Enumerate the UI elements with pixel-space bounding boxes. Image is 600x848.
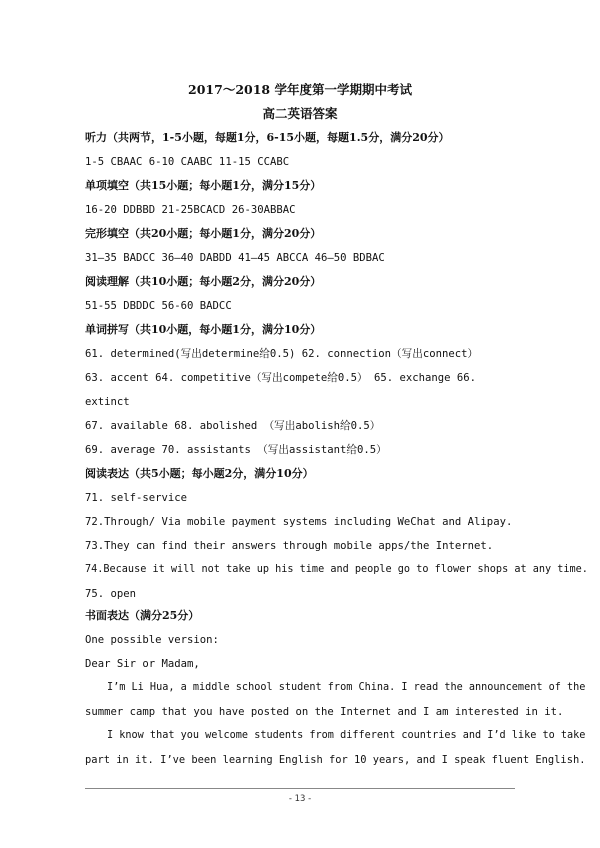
page-number: - 13 - (288, 794, 312, 804)
section-heading-reading: 阅读理解（共10小题；每小题2分，满分20分） (85, 275, 322, 288)
answer-line-31-50: 31—35 BADCC 36—40 DABDD 41—45 ABCCA 46—50 BDBAC (85, 252, 385, 264)
answer-line-72: 72.Through/ Via mobile payment systems including WeChat and Alipay. (85, 516, 513, 528)
answer-line-69-70: 69. average 70. assistants （写出assistant给0.5） (85, 444, 387, 456)
section-heading-cloze: 完形填空（共20小题；每小题1分，满分20分） (85, 227, 322, 240)
exam-title: 2017～2018 学年度第一学期期中考试 (188, 82, 412, 97)
answer-line-75: 75. open (85, 588, 137, 600)
section-heading-listening: 听力（共两节，1-5小题，每题1分，6-15小题，每题1.5分，满分20分） (85, 131, 450, 144)
answer-line-73: 73.They can find their answers through mobile apps/the Internet. (85, 540, 494, 552)
answer-line-51-60: 51-55 DBDDC 56-60 BADCC (85, 300, 232, 312)
letter-salutation: Dear Sir or Madam, (85, 658, 200, 670)
answer-line-1-15: 1-5 CBAAC 6-10 CAABC 11-15 CCABC (85, 156, 290, 168)
answer-line-63-66: 63. accent 64. competitive（写出compete给0.5） 65. exchange 66. (85, 372, 477, 384)
answer-line-16-30: 16-20 DDBBD 21-25BCACD 26-30ABBAC (85, 204, 296, 216)
section-heading-reading-expression: 阅读表达（共5小题；每小题2分，满分10分） (85, 467, 314, 480)
letter-paragraph-2-line-1: I know that you welcome students from different countries and I’d like to take (107, 730, 586, 741)
answer-line-67-68: 67. available 68. abolished （写出abolish给0.5） (85, 420, 381, 432)
footer-divider (85, 788, 515, 789)
section-heading-spelling: 单词拼写（共10小题，每小题1分，满分10分） (85, 323, 322, 336)
answer-line-66-cont: extinct (85, 396, 130, 408)
answer-line-71: 71. self-service (85, 492, 188, 504)
letter-paragraph-1-line-1: I’m Li Hua, a middle school student from China. I read the announcement of the (107, 682, 586, 693)
section-heading-writing: 书面表达（满分25分） (85, 609, 200, 622)
section-heading-single-choice: 单项填空（共15小题；每小题1分，满分15分） (85, 179, 322, 192)
letter-paragraph-2-line-2: part in it. I’ve been learning English for 10 years, and I speak fluent English. (85, 754, 586, 766)
letter-paragraph-1-line-2: summer camp that you have posted on the Internet and I am interested in it. (85, 706, 564, 718)
answer-line-74: 74.Because it will not take up his time and people go to flower shops at any time. (85, 564, 588, 575)
answer-key-subtitle: 高二英语答案 (262, 106, 338, 121)
sample-version-label: One possible version: (85, 634, 219, 646)
answer-line-61-62: 61. determined(写出determine给0.5) 62. connection（写出connect） (85, 348, 479, 360)
